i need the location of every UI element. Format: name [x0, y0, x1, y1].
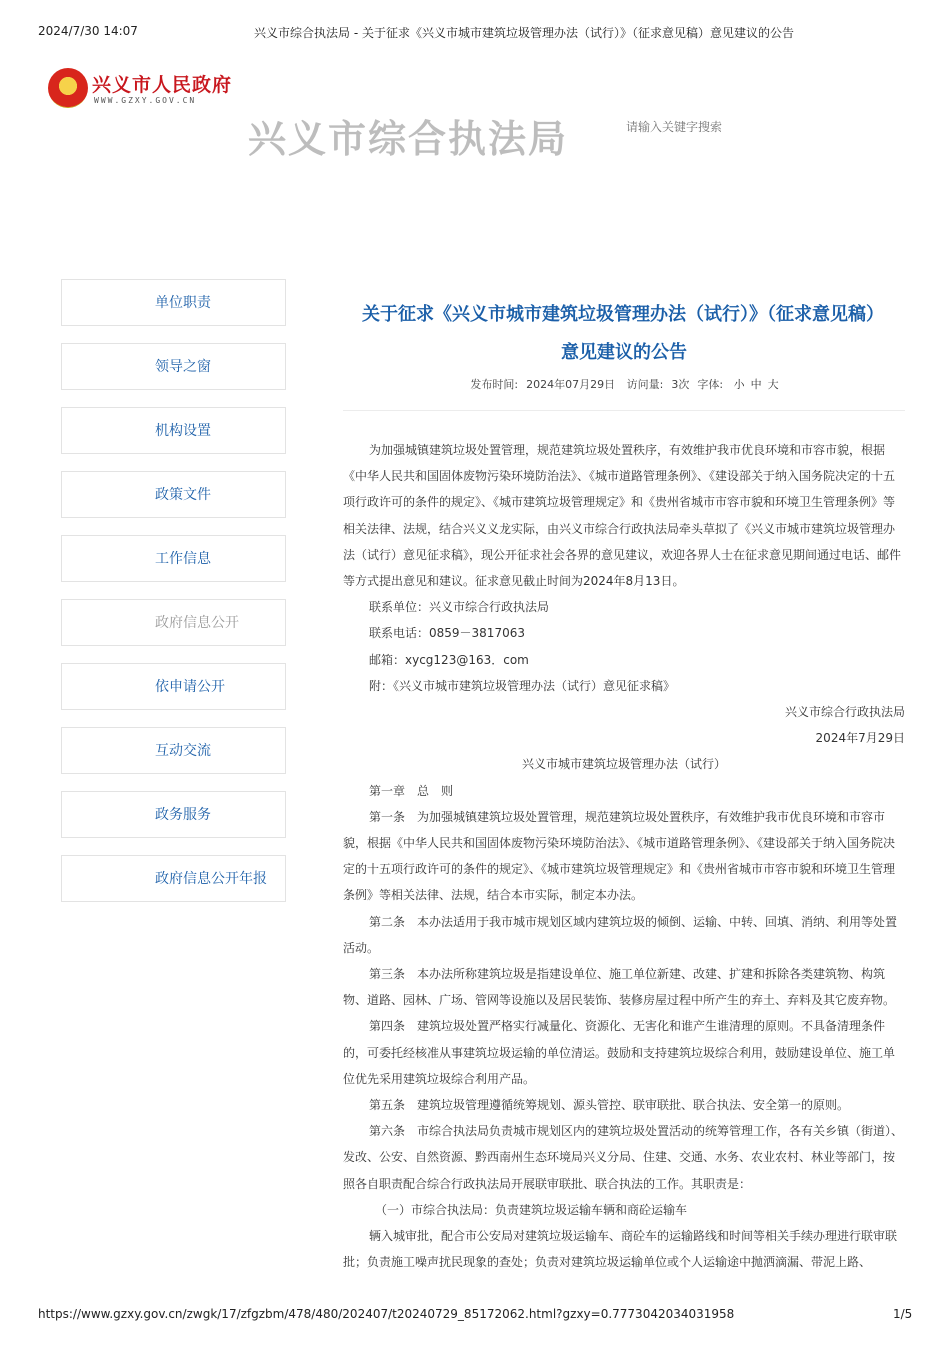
- logo-url: WWW.GZXY.GOV.CN: [94, 96, 197, 105]
- intro-paragraph: 为加强城镇建筑垃圾处置管理，规范建筑垃圾处置秩序，有效维护我市优良环境和市容市貌，根据《中华人民共和国固体废物污染环境防治法》、《城市道路管理条例》、《建设部关于纳入国务院决定的十五项行政许可的条件的规定》、《城市建筑垃圾管理规定》和《贵州省城市市容市貌和环境卫生管理条例》等相关法律、法规，结合兴义义龙实际，由兴义市综合行政执法局牵头草拟了《兴义市城市建筑垃圾管理办法（试行）意见征求稿》，现公开征求社会各界的意见建议，欢迎各界人士在征求意见期间通过电话、邮件等方式提出意见和建议。征求意见截止时间为2024年8月13日。: [343, 443, 902, 589]
- contact-unit: 联系单位：兴义市综合行政执法局: [369, 600, 550, 615]
- signature-org: 兴义市综合行政执法局: [784, 705, 905, 720]
- article-divider: [343, 410, 905, 411]
- publish-date: 2024年07月29日: [526, 378, 616, 391]
- sidebar-item-annual-report[interactable]: 政府信息公开年报: [61, 855, 286, 902]
- logo-name: 兴义市人民政府: [92, 74, 233, 96]
- sidebar-item-gov-services[interactable]: 政务服务: [61, 791, 286, 838]
- sidebar-item-disclosure-on-request[interactable]: 依申请公开: [61, 663, 286, 710]
- views-count: 3次: [671, 378, 690, 391]
- font-medium-button[interactable]: 中: [750, 378, 762, 391]
- sub-item: （一）市综合执法局：负责建筑垃圾运输车辆和商砼运输车: [375, 1202, 688, 1217]
- publish-label: 发布时间:: [470, 378, 519, 391]
- article-title-line1: 关于征求《兴义市城市建筑垃圾管理办法（试行）》（征求意见稿）: [362, 304, 884, 325]
- article-title-line2: 意见建议的公告: [561, 342, 687, 363]
- attachment: 附：《兴义市城市建筑垃圾管理办法（试行）意见征求稿》: [369, 678, 676, 693]
- national-emblem-icon: [48, 68, 88, 108]
- sidebar-item-leaders[interactable]: 领导之窗: [61, 343, 286, 390]
- article-clause: 第三条 本办法所称建筑垃圾是指建设单位、施工单位新建、改建、扩建和拆除各类建筑物、构筑物、道路、园林、广场、管网等设施以及居民装饰、装修房屋过程中所产生的弃土、弃料及其它废弃物。: [343, 967, 896, 1008]
- font-small-button[interactable]: 小: [733, 378, 745, 391]
- chapter-heading: 第一章 总 则: [369, 783, 454, 798]
- article: [343, 296, 905, 1276]
- article-clause: 第一条 为加强城镇建筑垃圾处置管理，规范建筑垃圾处置秩序，有效维护我市优良环境和市容市貌，根据《中华人民共和国固体废物污染环境防治法》、《城市道路管理条例》、《建设部关于纳入国务院决定的十五项行政许可的条件的规定》、《城市建筑垃圾管理规定》和《贵州省城市市容市貌和环境卫生管理条例》等相关法律、法规，结合本市实际，制定本办法。: [343, 809, 896, 903]
- contact-email: 邮箱：xycg123@163．com: [369, 652, 529, 667]
- continued-paragraph: 辆入城审批，配合市公安局对建筑垃圾运输车、商砼车的运输路线和时间等相关手续办理进行联审联批；负责施工噪声扰民现象的查处；负责对建筑垃圾运输单位或个人运输途中抛洒滴漏、带泥上路、: [343, 1229, 898, 1270]
- font-size-label: 字体:: [697, 378, 724, 391]
- sidebar-item-policy-documents[interactable]: 政策文件: [61, 471, 286, 518]
- sidebar-item-gov-info-disclosure[interactable]: 政府信息公开: [61, 599, 286, 646]
- doc-title: 兴义市城市建筑垃圾管理办法（试行）: [521, 757, 726, 772]
- sidebar-nav: [61, 279, 286, 919]
- print-page-title: 兴义市综合执法局 - 关于征求《兴义市城市建筑垃圾管理办法（试行）》（征求意见稿）意见建议的公告: [254, 26, 794, 40]
- sidebar-item-organization[interactable]: 机构设置: [61, 407, 286, 454]
- signature-date: 2024年7月29日: [815, 731, 905, 746]
- sidebar-item-interaction[interactable]: 互动交流: [61, 727, 286, 774]
- print-page-number: 1/5: [893, 1307, 913, 1321]
- print-datetime: 2024/7/30 14:07: [38, 24, 138, 38]
- article-body: [343, 437, 905, 1276]
- sidebar-item-work-info[interactable]: 工作信息: [61, 535, 286, 582]
- contact-phone: 联系电话：0859－3817063: [369, 626, 525, 641]
- sidebar-item-unit-duties[interactable]: 单位职责: [61, 279, 286, 326]
- article-clause: 第二条 本办法适用于我市城市规划区域内建筑垃圾的倾倒、运输、中转、回填、消纳、利用等处置活动。: [343, 914, 898, 955]
- font-large-button[interactable]: 大: [767, 378, 779, 391]
- site-title: 兴义市综合执法局: [248, 117, 569, 161]
- article-clause: 第四条 建筑垃圾处置严格实行减量化、资源化、无害化和谁产生谁清理的原则。不具备清理条件的，可委托经核准从事建筑垃圾运输的单位清运。鼓励和支持建筑垃圾综合利用，鼓励建设单位、施工单位优先采用建筑垃圾综合利用产品。: [343, 1019, 896, 1086]
- views-label: 访问量:: [626, 378, 664, 391]
- article-meta: [343, 376, 905, 392]
- government-logo[interactable]: [48, 68, 248, 114]
- article-clause: 第五条 建筑垃圾管理遵循统筹规划、源头管控、联审联批、联合执法、安全第一的原则。: [369, 1098, 850, 1113]
- print-url: https://www.gzxy.gov.cn/zwgk/17/zfgzbm/478/480/202407/t20240729_85172062.html?gzxy=0.7773042034031958: [38, 1307, 735, 1321]
- search-input[interactable]: [626, 120, 766, 134]
- article-title: [343, 296, 905, 372]
- article-clause: 第六条 市综合执法局负责城市规划区内的建筑垃圾处置活动的统筹管理工作，各有关乡镇（街道）、发改、公安、自然资源、黔西南州生态环境局兴义分局、住建、交通、水务、农业农村、林业等部门，按照各自职责配合综合行政执法局开展联审联批、联合执法的工作。其职责是：: [343, 1124, 904, 1191]
